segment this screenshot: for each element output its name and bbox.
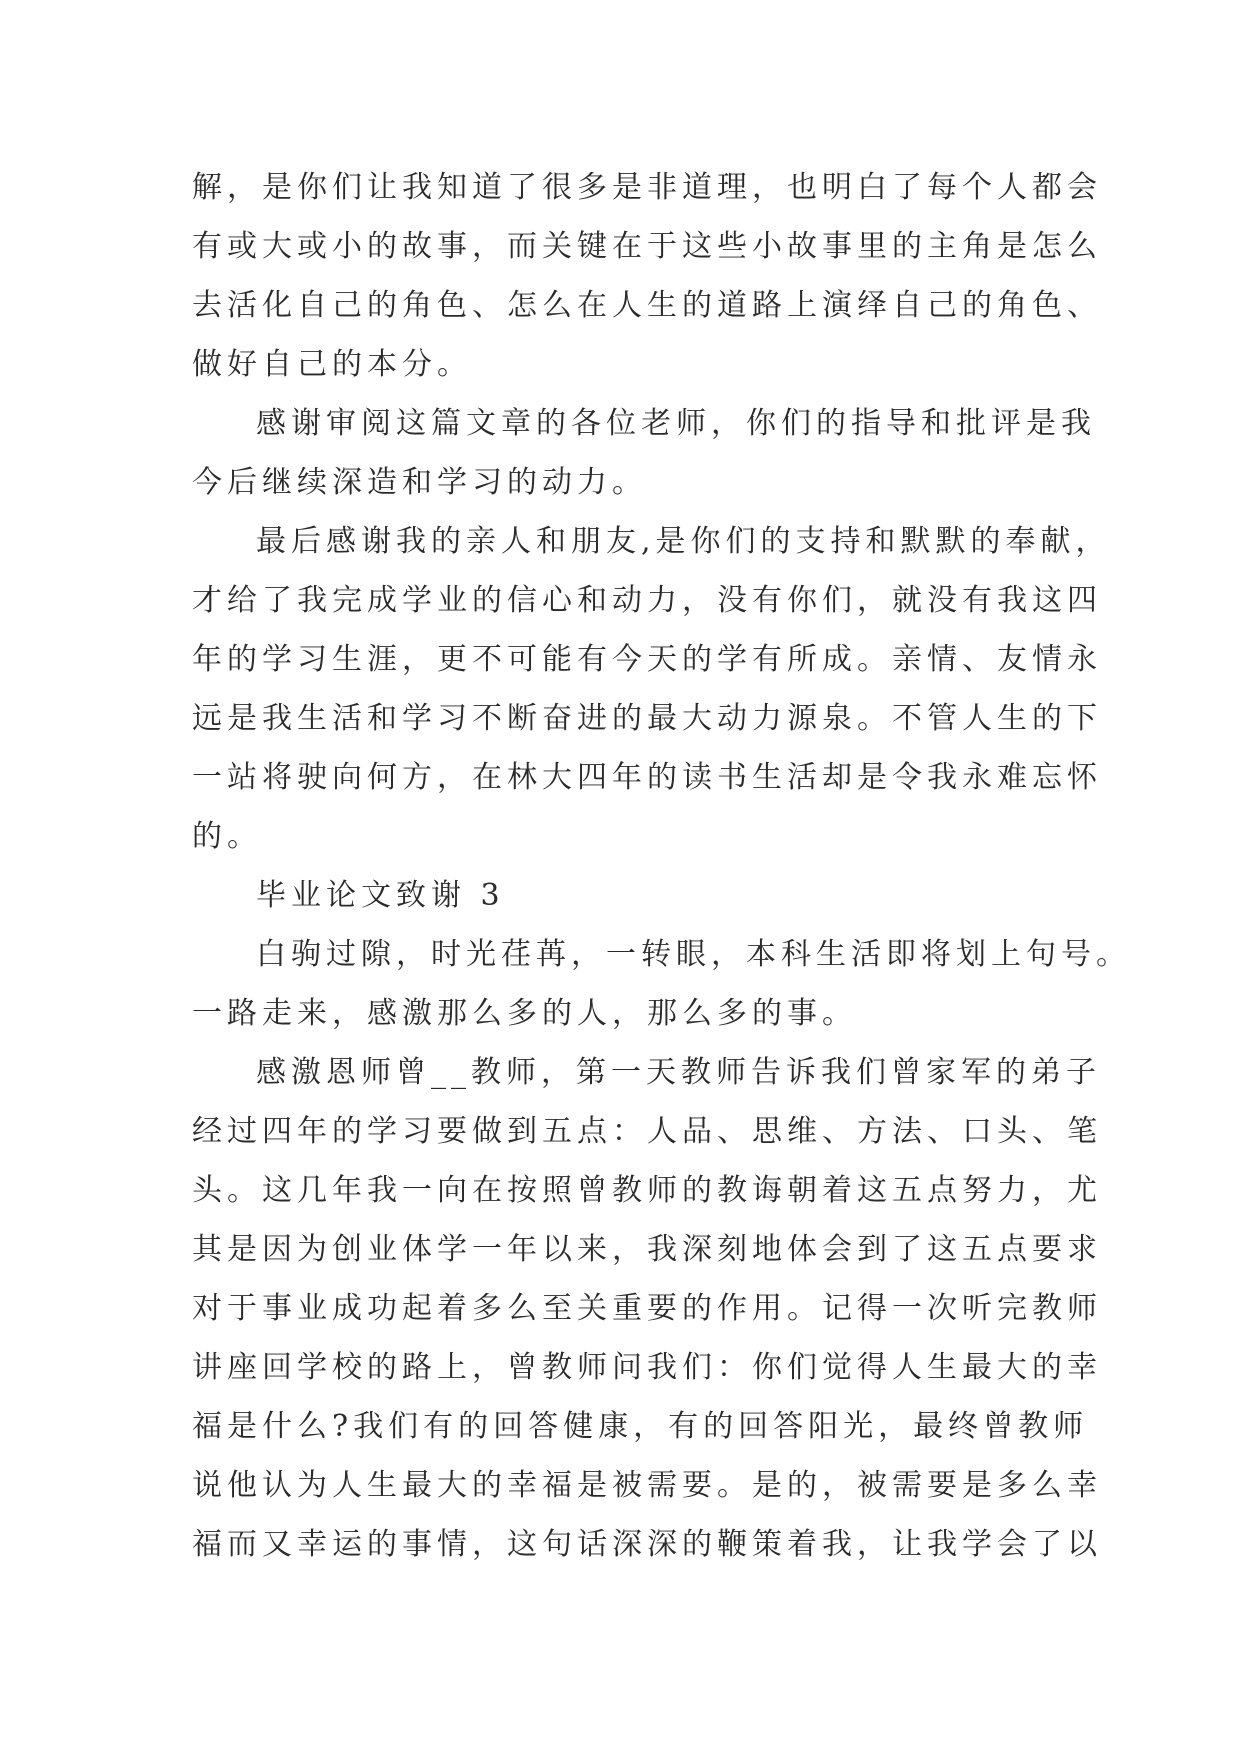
text-line: 头。这几年我一向在按照曾教师的教诲朝着这五点努力，尤 [192,1173,1102,1208]
text-line: 解，是你们让我知道了很多是非道理，也明白了每个人都会 [192,170,1102,205]
text-line: 福而又幸运的事情，这句话深深的鞭策着我，让我学会了以 [192,1527,1102,1562]
text-line: 年的学习生涯，更不可能有今天的学有所成。亲情、友情永 [192,642,1102,677]
document-body [192,158,1131,1574]
text-line: 经过四年的学习要做到五点：人品、思维、方法、口头、笔 [192,1114,1102,1149]
text-line: 才给了我完成学业的信心和动力，没有你们，就没有我这四 [192,583,1102,618]
text-line: 今后继续深造和学习的动力。 [192,465,647,500]
text-line: 去活化自己的角色、怎么在人生的道路上演绎自己的角色、 [192,288,1102,323]
paragraph-start-line: 感激恩师曾__教师，第一天教师告诉我们曾家军的弟子 [256,1055,1101,1090]
text-line: 的。 [192,819,262,854]
text-line: 有或大或小的故事，而关键在于这些小故事里的主角是怎么 [192,229,1102,264]
section-heading: 毕业论文致谢 3 [256,878,505,913]
text-line: 说他认为人生最大的幸福是被需要。是的，被需要是多么幸 [192,1468,1102,1503]
paragraph-start-line: 白驹过隙，时光荏苒，一转眼，本科生活即将划上句号。 [256,937,1131,972]
text-line: 其是因为创业体学一年以来，我深刻地体会到了这五点要求 [192,1232,1102,1267]
paragraph-start-line: 最后感谢我的亲人和朋友,是你们的支持和默默的奉献， [256,524,1111,559]
paragraph-start-line: 感谢审阅这篇文章的各位老师，你们的指导和批评是我 [256,406,1096,441]
text-line: 对于事业成功起着多么至关重要的作用。记得一次听完教师 [192,1291,1102,1326]
text-line: 讲座回学校的路上，曾教师问我们：你们觉得人生最大的幸 [192,1350,1102,1385]
text-line: 一路走来，感激那么多的人，那么多的事。 [192,996,857,1031]
text-line: 一站将驶向何方，在林大四年的读书生活却是令我永难忘怀 [192,760,1102,795]
text-line: 远是我生活和学习不断奋进的最大动力源泉。不管人生的下 [192,701,1102,736]
text-line: 做好自己的本分。 [192,347,472,382]
text-line: 福是什么?我们有的回答健康，有的回答阳光，最终曾教师 [192,1409,1089,1444]
